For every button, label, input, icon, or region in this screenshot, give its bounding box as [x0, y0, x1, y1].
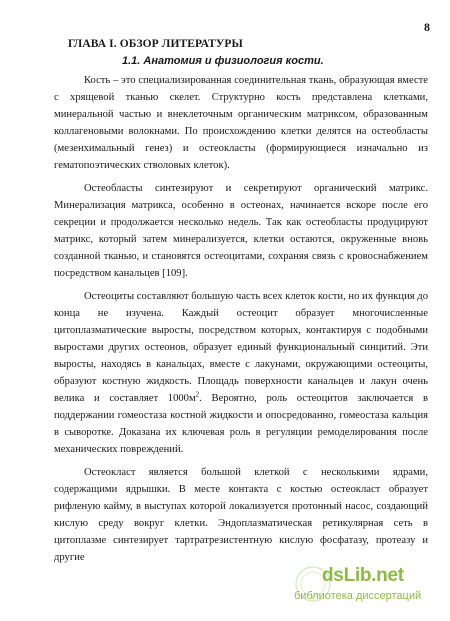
dslib-tagline: библиотека диссертаций: [294, 590, 422, 602]
dslib-logo-text: dsLib.net: [322, 565, 404, 586]
paragraph-osteocytes: [54, 288, 428, 458]
paragraph-osteocytes-continuation: . Вероятно, роль остеоцитов заключается в поддержании гомеостаза костной жидкости и опосредованно, гомеостаза кальция в сыворотке. Доказана их ключевая роль в регуляции ремоделирования после механических повреждений.: [54, 393, 428, 455]
dslib-watermark[interactable]: [294, 565, 434, 607]
section-title: 1.1. Анатомия и физиология кости.: [122, 55, 324, 67]
paragraph-osteocytes-text: Остеоциты составляют большую часть всех клеток кости, но их функция до конца не изучена. Каждый остеоцит образует многочисленные цитоплазматические выросты, посредством которых, контактируя с подобными выростами других остеонов, образует единый функциональный синцитий. Эти выросты, находясь в канальцах, вместе с лакунами, окружающими остеоциты, образуют костную жидкость. Площадь поверхности канальцев и лакун очень велика и составляет 1000м: [54, 291, 428, 404]
paragraph-osteoblasts: Остеобласты синтезируют и секретируют органический матрикс. Минерализация матрикса, особенно в остеонах, начинается вскоре после его секреции и продолжается несколько недель. Так как остеобласты продуцируют матрикс, который затем минерализуется, клетки остаются, окруженные вновь созданной тканью, и становятся остеоцитами, сохраняя связь с кровоснабжением посредством канальцев [109].: [54, 183, 428, 279]
page-number: 8: [424, 20, 430, 34]
paragraph-osteoclasts: Остеокласт является большой клеткой с несколькими ядрами, содержащими ядрышки. В месте контакта с костью остеокласт образует рифленую кайму, в выступах которой локализуется протонный насос, создающий кислую среду вокруг клетки. Эндоплазматическая ретикулярная сеть в цитоплазме синтезирует тартратрезистентную кислую фосфатазу, протеазу и другие: [54, 467, 428, 563]
paragraph-bone-overview: Кость – это специализированная соединительная ткань, образующая вместе с хрящевой тканью скелет. Структурно кость представлена клетками, минеральной частью и внеклеточным органическим матриксом, образованным коллагеновыми волокнами. По происхождению клетки делятся на остеобласты (мезенхимальный генез) и остеокласты (формирующиеся изначально из гематопоэтических стволовых клеток).: [54, 75, 428, 171]
area-unit-superscript: 2: [195, 390, 200, 399]
body-text: [54, 72, 428, 572]
chapter-title: ГЛАВА I. ОБЗОР ЛИТЕРАТУРЫ: [68, 38, 243, 50]
